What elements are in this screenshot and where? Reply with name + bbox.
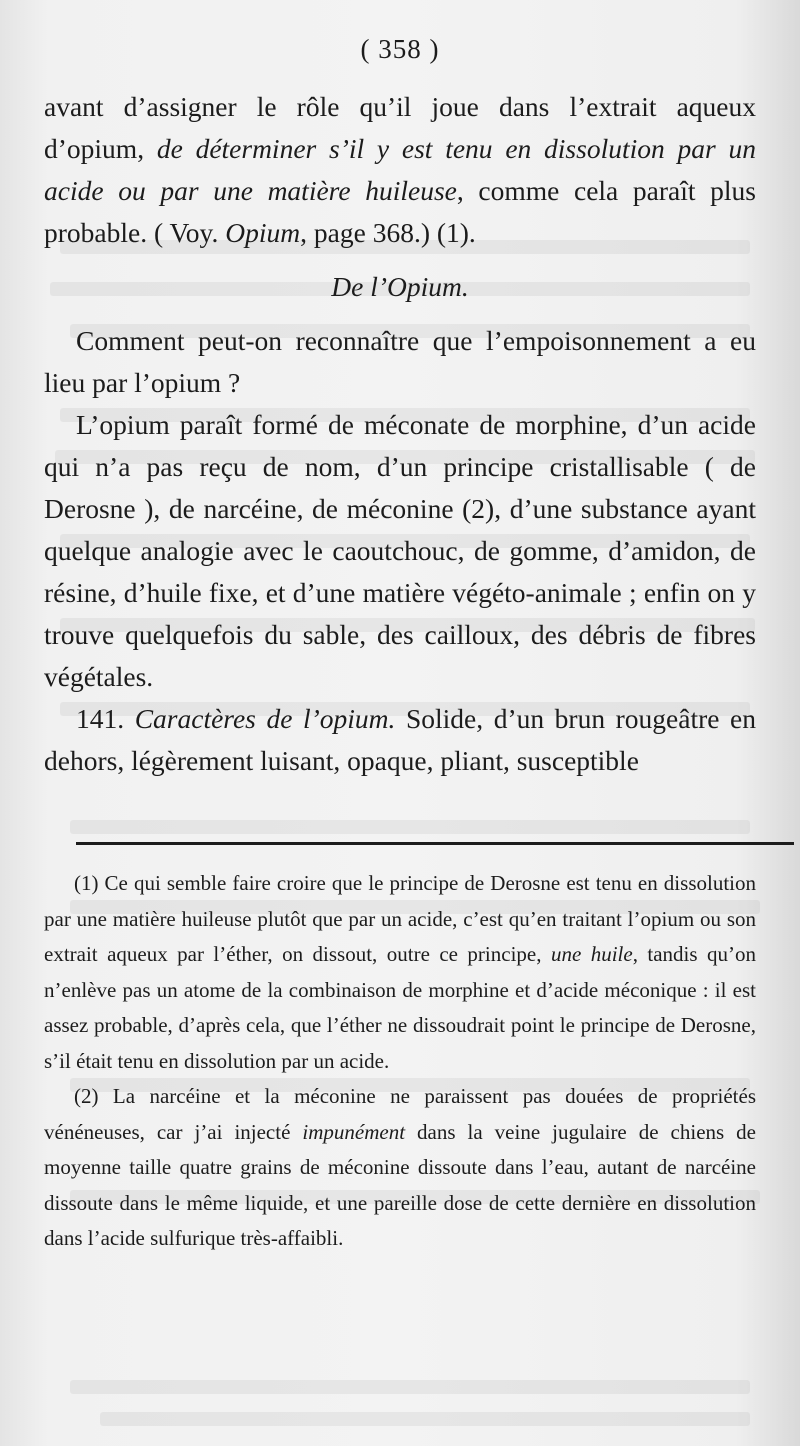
characters-heading: Caractères de l’opium. bbox=[134, 703, 396, 734]
footnote-2 bbox=[44, 1079, 756, 1257]
footnote-2-text: (2) La narcéine et la méconine ne paraissent pas douées de propriétés vénéneuses, car j’ai injecté bbox=[44, 1084, 756, 1144]
footnote-1-text: (1) Ce qui semble faire croire que le principe de Derosne est tenu en dissolution par une matière huileuse plutôt que par un acide, c’est qu’en traitant l’opium ou son extrait aqueux par l’éther, on dissout, outre ce principe, bbox=[44, 871, 756, 966]
intro-text-3: , page 368.) (1). bbox=[300, 217, 476, 248]
question-paragraph: Comment peut-on reconnaître que l’empoisonnement a eu lieu par l’opium ? bbox=[44, 325, 756, 398]
section-title: De l’Opium. bbox=[331, 271, 469, 302]
page-number: ( 358 ) bbox=[360, 34, 440, 64]
characters-text: Solide, d’un brun rougeâtre en dehors, légèrement luisant, opaque, pliant, susceptible bbox=[44, 703, 756, 776]
footnote-2-text-2: dans la veine jugulaire de chiens de moyenne taille quatre grains de méconine dissoute dans l’eau, autant de narcéine dissoute dans le même liquide, et une pareille dose de cette dernière en dissolution dans l’acide sulfurique très-affaibli. bbox=[44, 1119, 756, 1250]
paragraph-number: 141. bbox=[76, 703, 125, 734]
composition-paragraph: L’opium paraît formé de méconate de morphine, d’un acide qui n’a pas reçu de nom, d’un principe cristallisable ( de Derosne ), de narcéine, de méconine (2), d’une substance ayant quelque analogie avec le caoutchouc, de gomme, d’amidon, de résine, d’huile fixe, et d’une matière végéto-animale ; enfin on y trouve quelquefois du sable, des cailloux, des débris de fibres végétales. bbox=[44, 409, 756, 692]
intro-italic: de déterminer s’il y est tenu en dissolution par un acide ou par une matière huileuse bbox=[44, 133, 756, 206]
footnote-2-italic: impunément bbox=[302, 1119, 406, 1144]
opium-reference: Opium bbox=[225, 217, 301, 248]
main-text bbox=[44, 86, 756, 782]
footnote-1 bbox=[44, 866, 756, 1079]
footnotes bbox=[44, 866, 756, 1257]
intro-text-2: , comme cela paraît plus probable. ( Voy. bbox=[44, 175, 756, 248]
characters-paragraph bbox=[44, 698, 756, 782]
footnote-1-italic: une huile bbox=[550, 942, 633, 966]
footnote-1-text-2: , tandis qu’on n’enlève pas un atome de la combinaison de morphine et d’acide méconique : il est assez probable, d’après cela, que l’éther ne dissoudrait point le principe de Derosne, s’il était tenu en dissolution par un acide. bbox=[44, 942, 757, 1073]
intro-text: avant d’assigner le rôle qu’il joue dans l’extrait aqueux d’opium, bbox=[44, 91, 756, 164]
footnote-rule bbox=[76, 842, 794, 845]
intro-paragraph bbox=[44, 86, 756, 254]
